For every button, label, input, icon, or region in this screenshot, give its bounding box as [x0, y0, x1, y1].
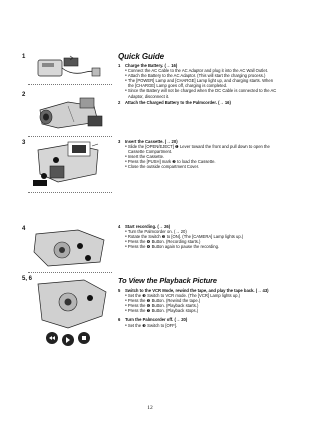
step-number: 1: [118, 63, 121, 68]
cassette-illustration: [28, 140, 112, 188]
page-title: Quick Guide: [118, 52, 165, 61]
figure-attach-battery: [22, 92, 112, 134]
playback-controls-illustration: [28, 276, 112, 348]
step-bullet: ● Turn the Palmcorder on. (→ 20): [118, 229, 278, 234]
figure-label: 2: [22, 92, 26, 98]
step-bullet: ● Close the outside compartment Cover.: [118, 164, 278, 169]
step-number: 4: [118, 224, 121, 229]
figure-playback: [22, 276, 112, 348]
step-title: Start recording. (→ 26): [125, 224, 171, 229]
step-number: 2: [118, 99, 121, 105]
step-5: [118, 288, 278, 313]
figure-label: 5, 6: [22, 276, 33, 282]
figure-charge-battery: [22, 54, 112, 82]
step-title: Turn the Palmcorder off. (→ 20): [125, 317, 188, 323]
step-title: Insert the Cassette. (→ 20): [125, 139, 178, 144]
stop-icon: [82, 336, 86, 340]
page-number: 12: [147, 405, 153, 411]
figure-insert-cassette: [22, 140, 112, 188]
divider: [28, 136, 112, 137]
section-title: To View the Playback Picture: [118, 276, 217, 285]
step-bullet: ● Press the ❹ Button. (Recording starts.): [118, 239, 278, 244]
step-2: [118, 100, 278, 105]
step-number: 6: [118, 317, 121, 323]
divider: [28, 192, 112, 193]
step-bullet: ● Set the ❸ Switch to [OFF].: [118, 323, 278, 328]
divider: [28, 272, 112, 273]
step-bullet: ● Press the ❺ Button. (Rewind the tape.): [118, 298, 278, 303]
step-bullet: ● Press the ❻ Button. (Playback starts.): [118, 303, 278, 308]
step-bullet: ● Since the Battery will not be charged when the DC Cable is connected to the AC Adaptor, disconnect it.: [118, 88, 278, 98]
figure-label: 1: [22, 54, 26, 60]
step-bullet: ● Attach the Battery to the AC Adaptor. (This will start the charging process.): [118, 73, 278, 78]
figure-label: 3: [22, 140, 26, 146]
record-switch-illustration: [28, 226, 112, 268]
playback-section: [118, 276, 278, 328]
callout-3-icon: [77, 243, 83, 249]
figure-label: 4: [22, 226, 26, 232]
adaptor-illustration: [28, 54, 112, 82]
divider: [28, 84, 112, 85]
step-3: [118, 139, 278, 170]
step-bullet: ● Insert the Cassette.: [118, 154, 278, 159]
step-bullet: ● Connect the AC Cable to the AC Adaptor and plug it into the AC Wall Outlet.: [118, 68, 278, 73]
step-number: 5: [118, 288, 121, 293]
step-bullet: ● Set the ❸ Switch to VCR mode. (The [VCR] Lamp lights up.): [118, 293, 278, 298]
quick-guide-section: [118, 52, 278, 105]
step-4: [118, 224, 278, 249]
step-bullet: ● Press the ❹ Button again to pause the recording.: [118, 244, 278, 249]
step-1: [118, 63, 278, 99]
step-bullet: ● Slide the [OPEN/EJECT] ❶ Lever toward the front and pull down to open the Cassette Compartment.: [118, 144, 278, 154]
step-6: [118, 317, 278, 327]
callout-2-icon: [53, 157, 59, 163]
step-bullet: ● Press the ❼ Button. (Playback stops.): [118, 308, 278, 313]
step-bullet: ● The [POWER] Lamp and [CHARGE] Lamp light up, and charging starts. When the [CHARGE] Lamp goes off, charging is completed.: [118, 78, 278, 88]
figure-start-recording: [22, 226, 112, 268]
step-bullet: ● Press the [PUSH] mark ❷ to load the Cassette.: [118, 159, 278, 164]
step-title: Switch to the VCR Mode, rewind the tape, and play the tape back. (→ 43): [125, 288, 269, 293]
camcorder-illustration: [28, 92, 112, 134]
playback-buttons: [46, 332, 90, 346]
step-title: Attach the Charged Battery to the Palmcorder. (→ 16): [125, 99, 231, 105]
step-number: 3: [118, 139, 121, 144]
callout-1-icon: [41, 173, 47, 179]
step-bullet: ● Rotate the Switch ❸ to [ON]. (The [CAMERA] Lamp lights up.): [118, 234, 278, 239]
step-title: Charge the Battery. (→ 16): [125, 63, 178, 68]
callout-4-icon: [85, 255, 91, 261]
